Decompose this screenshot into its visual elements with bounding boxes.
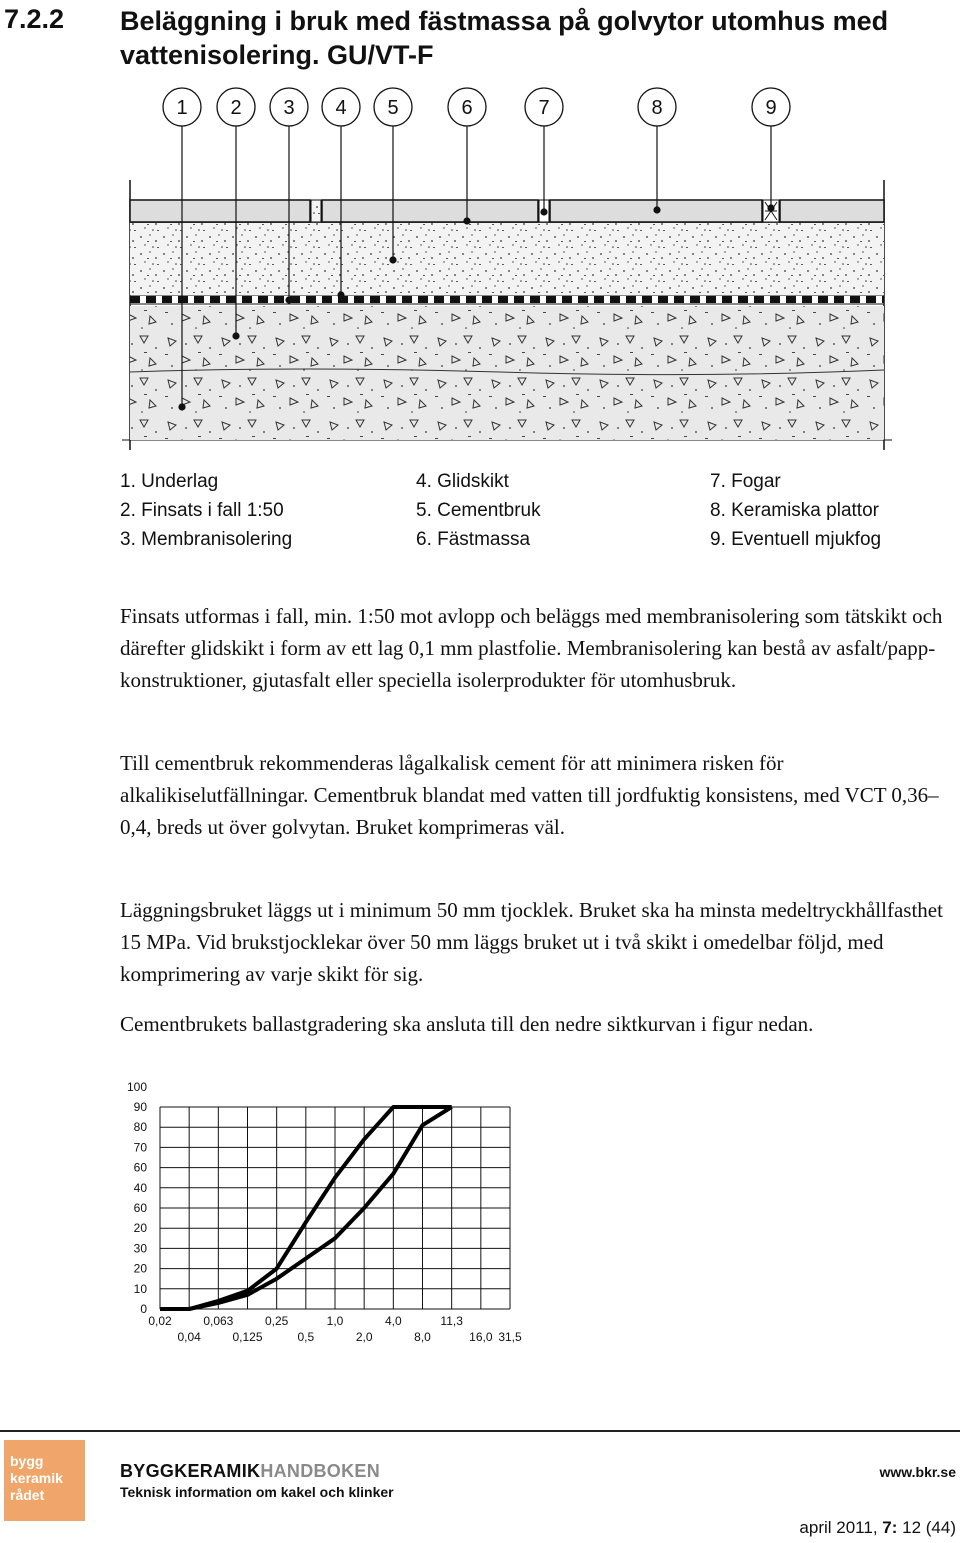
- callout-number: 2: [230, 97, 242, 119]
- issue-info: [799, 1518, 956, 1538]
- legend-item: 5. Cementbruk: [416, 500, 541, 521]
- sieve-curve-chart: [0, 1079, 540, 1355]
- book-title: [120, 1461, 380, 1482]
- legend-column-1: [120, 467, 292, 554]
- y-tick-label: 30: [133, 1241, 147, 1256]
- paragraph-ballastgradering: Cementbrukets ballastgradering ska ansluta till den nedre siktkurvan i figur nedan.: [120, 1012, 814, 1036]
- legend-item: 7. Fogar: [710, 471, 781, 492]
- x-tick-label: 0,02: [148, 1314, 172, 1328]
- issue-chapter: 7:: [882, 1518, 898, 1537]
- y-tick-label: 80: [133, 1120, 147, 1135]
- callout-number: 7: [538, 97, 550, 119]
- callout-number: 4: [335, 97, 347, 119]
- legend-item: 1. Underlag: [120, 471, 219, 492]
- legend-item: 6. Fästmassa: [416, 529, 531, 550]
- legend-item: 3. Membranisolering: [120, 529, 293, 550]
- x-tick-label: 0,5: [297, 1330, 315, 1344]
- logo-text: bygg: [10, 1453, 44, 1469]
- book-title-light: HANDBOKEN: [260, 1461, 381, 1481]
- section-number: 7.2.2: [4, 4, 65, 34]
- y-tick-label: 60: [133, 1201, 147, 1215]
- logo-text: keramik: [10, 1470, 63, 1486]
- y-tick-label: 60: [133, 1160, 147, 1175]
- y-tick-label: 100: [126, 1079, 147, 1094]
- y-tick-label: 10: [133, 1281, 147, 1296]
- legend-column-2: [416, 467, 541, 554]
- callout-number: 8: [651, 97, 663, 119]
- x-tick-label: 4,0: [384, 1314, 402, 1328]
- paragraph-finsats: Finsats utformas i fall, min. 1:50 mot avlopp och beläggs med membranisolering som tätskikt och därefter glidskikt i form av ett lag 0,1 mm plastfolie. Membranisolering kan bestå av asfalt/papp-konstruktioner, gjutasfalt eller speciella isolerprodukter för utomhusbruk.: [120, 604, 943, 692]
- y-tick-label: 20: [133, 1261, 147, 1276]
- website-link[interactable]: www.bkr.se: [879, 1464, 956, 1480]
- paragraph-cementbruk: Till cementbruk rekommenderas lågalkalisk cement för att minimera risken för alkalikiselutfällningar. Cementbruk blandat med vatten till jordfuktig konsistens, med VCT 0,36–0,4, breds ut över golvytan. Bruket komprimeras väl.: [120, 751, 939, 839]
- x-tick-label: 0,25: [264, 1314, 289, 1328]
- x-tick-label: 0,04: [177, 1330, 201, 1344]
- callout-number: 1: [176, 97, 188, 119]
- legend-item: 8. Keramiska plattor: [710, 500, 879, 521]
- y-tick-label: 70: [133, 1140, 147, 1155]
- x-tick-label: 8,0: [414, 1330, 431, 1344]
- x-tick-label: 16,0: [469, 1330, 493, 1344]
- byggkeramikradet-logo: [4, 1440, 85, 1521]
- y-tick-label: 0: [140, 1302, 147, 1316]
- legend-item: 9. Eventuell mjukfog: [710, 529, 882, 550]
- legend-item: 2. Finsats i fall 1:50: [120, 500, 284, 521]
- x-tick-label: 0,125: [232, 1330, 263, 1344]
- floor-cross-section-diagram: [0, 80, 960, 450]
- y-tick-label: 20: [133, 1221, 147, 1236]
- x-tick-label: 11,3: [440, 1314, 463, 1328]
- logo-text: rådet: [10, 1487, 45, 1503]
- section-title: Beläggning i bruk med fästmassa på golvytor utomhus med vattenisolering. GU/VT-F: [120, 6, 889, 70]
- callout-number: 3: [283, 97, 295, 119]
- book-title-bold: BYGGKERAMIK: [120, 1461, 261, 1481]
- x-tick-label: 0,063: [203, 1314, 234, 1328]
- legend-item: 4. Glidskikt: [416, 471, 509, 492]
- x-tick-label: 31,5: [498, 1330, 522, 1344]
- callout-number: 5: [387, 97, 399, 119]
- legend-column-3: [710, 467, 881, 554]
- issue-page: 12 (44): [897, 1518, 956, 1537]
- callout-number: 9: [765, 97, 777, 119]
- book-subtitle: Teknisk information om kakel och klinker: [120, 1484, 394, 1500]
- x-tick-label: 1,0: [326, 1314, 344, 1328]
- paragraph-laggningsbruk: Läggningsbruket läggs ut i minimum 50 mm tjocklek. Bruket ska ha minsta medeltryckhållfasthet 15 MPa. Vid brukstjocklekar över 50 mm läggs bruket ut i två skikt i omedelbar följd, med komprimering av varje skikt för sig.: [120, 898, 943, 986]
- y-tick-label: 90: [133, 1100, 147, 1114]
- callout-number: 6: [461, 97, 473, 119]
- footer-divider: [0, 1430, 960, 1432]
- x-tick-label: 2,0: [355, 1330, 373, 1344]
- y-tick-label: 40: [133, 1180, 147, 1195]
- issue-date: april 2011,: [799, 1518, 883, 1537]
